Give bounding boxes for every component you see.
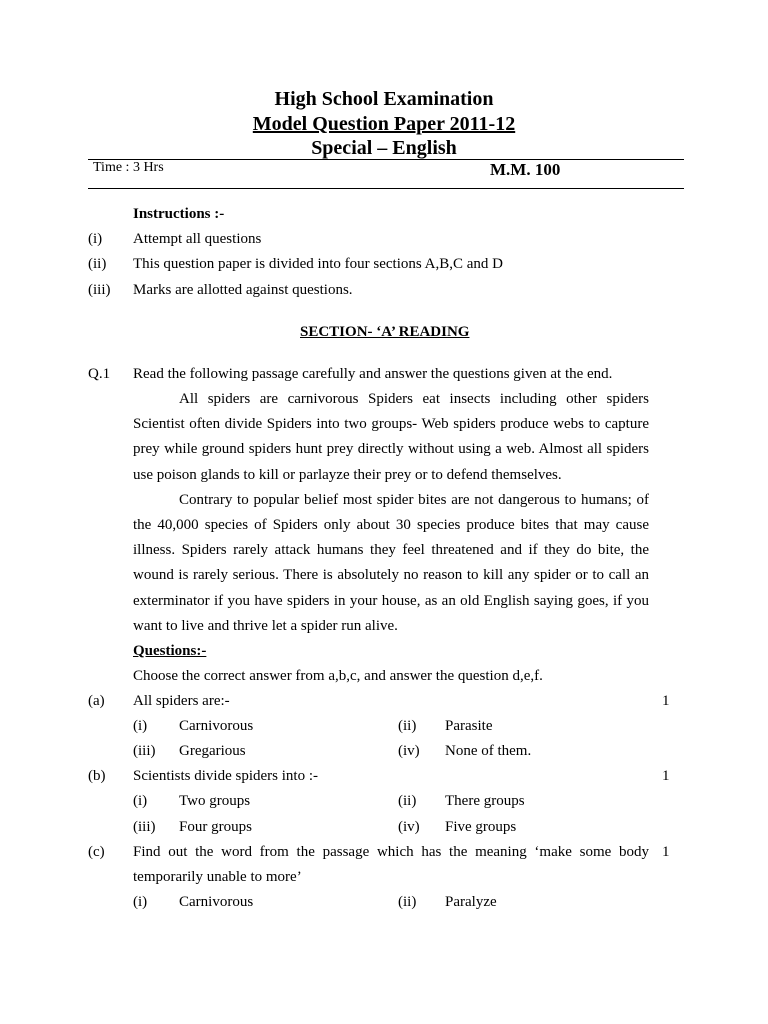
sub-question-text: Scientists divide spiders into :-	[133, 768, 318, 784]
max-marks: M.M. 100	[490, 160, 561, 179]
subject-title: Special – English	[311, 137, 457, 159]
option-text: Two groups	[179, 793, 251, 809]
sub-question-text: All spiders are:-	[133, 693, 230, 709]
option-num: (ii)	[398, 793, 417, 809]
time-allowed: Time : 3 Hrs	[93, 160, 164, 175]
option-text: There groups	[445, 793, 525, 809]
instructions-heading: Instructions :-	[133, 206, 225, 222]
paper-title: Model Question Paper 2011-12	[252, 113, 516, 135]
option-num: (ii)	[398, 894, 417, 910]
instruction-text: This question paper is divided into four sections A,B,C and D	[133, 256, 503, 272]
option-num: (iv)	[398, 743, 420, 759]
sub-question-label: (a)	[88, 693, 105, 709]
instruction-num: (iii)	[88, 282, 111, 298]
header-rule-bottom	[88, 188, 684, 189]
sub-question-text	[133, 840, 649, 890]
instruction-num: (i)	[88, 231, 103, 247]
option-text: Carnivorous	[179, 894, 254, 910]
instruction-text: Marks are allotted against questions.	[133, 282, 353, 298]
option-num: (i)	[133, 793, 148, 809]
option-num: (iii)	[133, 819, 156, 835]
exam-title: High School Examination	[274, 88, 494, 110]
questions-intro: Choose the correct answer from a,b,c, and answer the question d,e,f.	[133, 668, 543, 684]
passage-paragraph-2: Contrary to popular belief most spider bites are not dangerous to humans; of the 40,000 species of Spiders only about 30 species produce bites that may cause illness. Spiders rarely attack humans they feel threatened and if they do bite, the wound is rarely serious. There is absolutely no reason to kill any spider or to call an exterminator if you have spiders in your house, as an old English saying goes, if you want to live and thrive let a spider run alive.	[133, 491, 649, 634]
option-text: None of them.	[445, 743, 532, 759]
marks: 1	[662, 693, 670, 709]
option-num: (ii)	[398, 718, 417, 734]
passage-paragraph-1: All spiders are carnivorous Spiders eat insects including other spiders Scientist often divide Spiders into two groups- Web spiders produce webs to capture prey while ground spiders hunt prey directly without using a web. Almost all spiders use poison glands to kill or parlayze their prey or to defend themselves.	[133, 391, 649, 483]
reading-passage	[133, 387, 649, 639]
section-a-heading: SECTION- ‘A’ READING	[300, 324, 470, 340]
question-prompt: Read the following passage carefully and answer the questions given at the end.	[133, 366, 613, 382]
marks: 1	[662, 844, 670, 860]
option-text: Paralyze	[445, 894, 497, 910]
marks: 1	[662, 768, 670, 784]
instruction-text: Attempt all questions	[133, 231, 262, 247]
questions-heading: Questions:-	[133, 643, 207, 659]
option-text: Four groups	[179, 819, 252, 835]
instruction-num: (ii)	[88, 256, 107, 272]
option-text: Five groups	[445, 819, 517, 835]
header-rule-top	[88, 159, 684, 160]
option-text: Parasite	[445, 718, 493, 734]
option-num: (iv)	[398, 819, 420, 835]
option-text: Carnivorous	[179, 718, 254, 734]
option-text: Gregarious	[179, 743, 246, 759]
sub-question-label: (b)	[88, 768, 106, 784]
sub-question-label: (c)	[88, 844, 105, 860]
option-num: (i)	[133, 894, 148, 910]
question-number: Q.1	[88, 366, 111, 382]
option-num: (i)	[133, 718, 148, 734]
option-num: (iii)	[133, 743, 156, 759]
sub-question-c-text: Find out the word from the passage which has the meaning ‘make some body temporarily unable to more’	[133, 844, 649, 886]
